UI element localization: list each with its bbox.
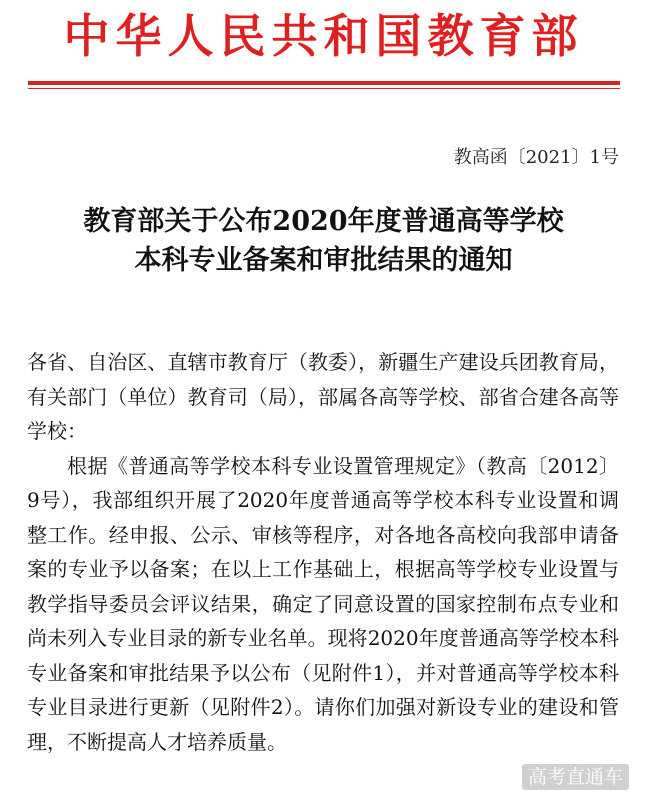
addressee-paragraph: 各省、自治区、直辖市教育厅（教委），新疆生产建设兵团教育局，有关部门（单位）教育司（局），部属各高等学校、部省合建各高等学校：	[27, 350, 619, 443]
document-title-line-1: 教育部关于公布2020年度普通高等学校	[83, 206, 564, 237]
issuer-masthead: 中华人民共和国教育部	[63, 9, 584, 63]
source-watermark: 高考直通车	[522, 764, 629, 790]
masthead-rule-thin	[28, 88, 620, 89]
body-paragraph: 根据《普通高等学校本科专业设置管理规定》（教高〔2012〕9号），我部组织开展了2020年度普通高等学校本科专业设置和调整工作。经申报、公示、审核等程序，对各地各高校向我部申请备案的专业予以备案；在以上工作基础上，根据高等学校专业设置与教学指导委员会评议结果，确定了同意设置的国家控制布点专业和尚未列入专业目录的新专业名单。现将2020年度普通高等学校本科专业备案和审批结果予以公布（见附件1），并对普通高等学校本科专业目录进行更新（见附件2）。请你们加强对新设专业的建设和管理，不断提高人才培养质量。	[27, 453, 619, 754]
document-title-line-2: 本科专业备案和审批结果的通知	[134, 245, 513, 276]
document-number: 教高函〔2021〕1号	[453, 147, 619, 168]
masthead-rule-thick	[28, 81, 620, 85]
document-body	[27, 345, 619, 759]
